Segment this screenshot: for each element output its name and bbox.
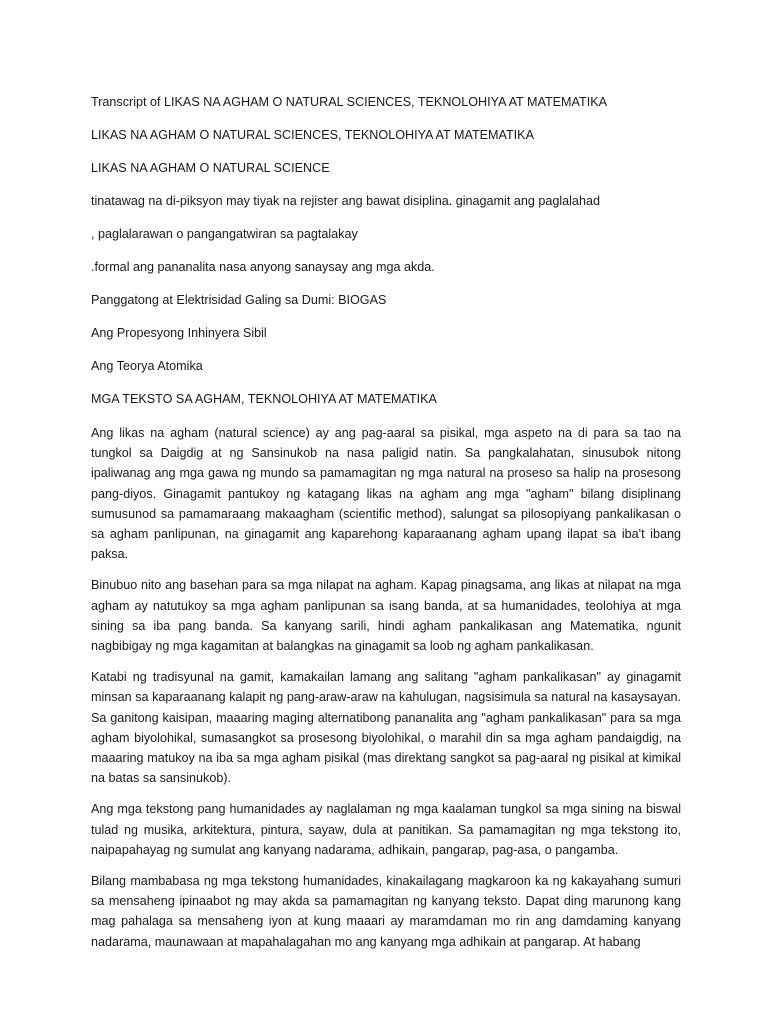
topic-line-biogas: Panggatong at Elektrisidad Galing sa Dumi: BIOGAS bbox=[91, 293, 387, 307]
transcript-title: Transcript of LIKAS NA AGHAM O NATURAL SCIENCES, TEKNOLOHIYA AT MATEMATIKA bbox=[91, 95, 608, 109]
body-paragraph: Binubuo nito ang basehan para sa mga nilapat na agham. Kapag pinagsama, ang likas at nilapat na mga agham ay natutukoy sa mga agham panlipunan sa isang banda, at sa humanidades, teolohiya at mga sining sa iba pang banda. Sa kanyang sarili, hindi agham pankalikasan ang Matematika, ngunit nagbibigay ng mga kagamitan at balangkas na ginagamit sa loob ng agham pankalikasan. bbox=[91, 578, 681, 654]
section-heading: LIKAS NA AGHAM O NATURAL SCIENCE bbox=[91, 161, 330, 175]
text-line: , paglalarawan o pangangatwiran sa pagtalakay bbox=[91, 227, 358, 241]
topic-line-atomika: Ang Teorya Atomika bbox=[91, 359, 203, 373]
body-paragraph: Ang mga tekstong pang humanidades ay naglalaman ng mga kaalaman tungkol sa mga sining na biswal tulad ng musika, arkitektura, pintura, sayaw, dula at panitikan. Sa pamamagitan ng mga tekstong ito, naipapahayag ng sumulat ang kanyang nadarama, adhikain, pangarap, pag-asa, o pangamba. bbox=[91, 802, 681, 857]
document-heading: LIKAS NA AGHAM O NATURAL SCIENCES, TEKNOLOHIYA AT MATEMATIKA bbox=[91, 128, 534, 142]
section-heading: MGA TEKSTO SA AGHAM, TEKNOLOHIYA AT MATEMATIKA bbox=[91, 392, 437, 406]
text-line: .formal ang pananalita nasa anyong sanaysay ang mga akda. bbox=[91, 260, 435, 274]
body-paragraph: Katabi ng tradisyunal na gamit, kamakailan lamang ang salitang "agham pankalikasan" ay ginagamit minsan sa kaparaanang kalapit ng pang-araw-araw na kahulugan, nagsisimula sa natural na kasaysayan. Sa ganitong kaisipan, maaaring maging alternatibong pananalita ang "agham pankalikasan" para sa mga agham biyolohikal, sumasangkot sa prosesong biyolohikal, o marahil din sa mga agham pandaigdig, na maaaring matukoy na iba sa mga agham pisikal (mas direktang sangkot sa pag-aaral ng pisikal at kimikal na batas sa sansinukob). bbox=[91, 670, 681, 786]
topic-line-inhinyera: Ang Propesyong Inhinyera Sibil bbox=[91, 326, 267, 340]
body-paragraph: Bilang mambabasa ng mga tekstong humanidades, kinakailagang magkaroon ka ng kakayahang sumuri sa mensaheng ipinaabot ng may akda sa pamamagitan ng kanyang teksto. Dapat ding marunong kang mag pahalaga sa mensaheng iyon at kung maaari ay maramdaman mo rin ang damdaming kanyang nadarama, maunawaan at mapahalagahan mo ang kanyang mga adhikain at pangarap. At habang bbox=[91, 874, 681, 949]
text-line: tinatawag na di-piksyon may tiyak na rejister ang bawat disiplina. ginagamit ang paglalahad bbox=[91, 194, 600, 208]
body-paragraph: Ang likas na agham (natural science) ay ang pag-aaral sa pisikal, mga aspeto na di para sa tao na tungkol sa Daigdig at ng Sansinukob na nasa paligid natin. Sa pangkalahatan, sinusubok nitong ipaliwanag ang mga gawa ng mundo sa pamamagitan ng mga natural na proseso sa halip na prosesong pang-diyos. Ginagamit pantukoy ng katagang likas na agham ang mga "agham" bilang disiplinang sumusunod sa pamamaraang makaagham (scientific method), salungat sa pilosopiyang pankalikasan o sa agham panlipunan, na ginagamit ang kaparehong kaparaanang agham upang ilapat sa iba't ibang paksa. bbox=[91, 426, 681, 562]
document-body bbox=[91, 93, 681, 952]
